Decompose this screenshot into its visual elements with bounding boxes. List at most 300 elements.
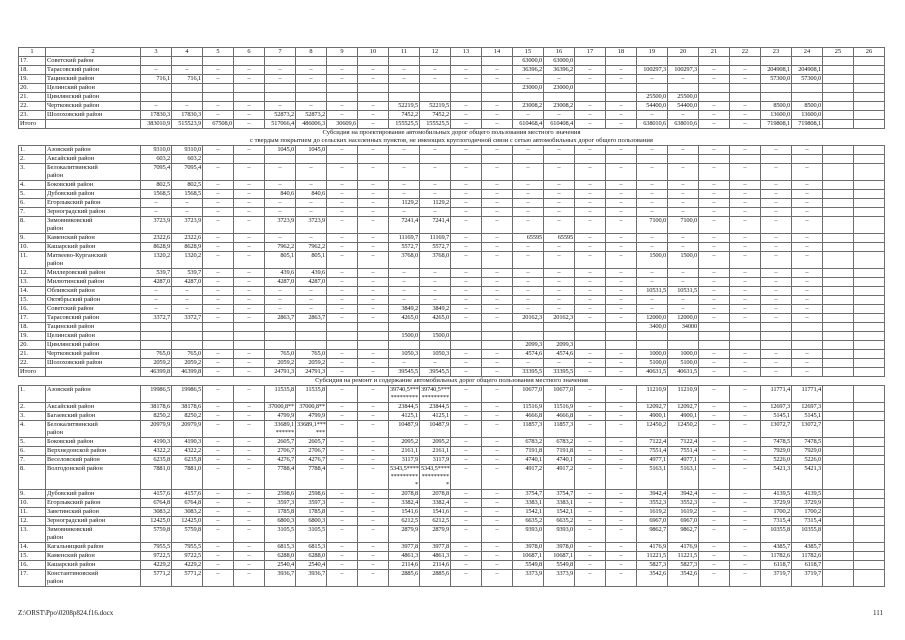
table-cell: – [730, 386, 761, 403]
table-cell [234, 341, 265, 350]
table-cell: – [203, 278, 234, 287]
table-cell: – [606, 526, 637, 543]
table-cell [854, 234, 885, 243]
table-cell: 4157,6 [141, 490, 172, 499]
table-cell: – [730, 368, 761, 377]
table-cell: 4276,7 [265, 456, 296, 465]
table-cell: – [544, 287, 575, 296]
table-cell: – [668, 208, 699, 217]
table-cell [854, 421, 885, 438]
table-cell: – [234, 526, 265, 543]
table-cell: – [792, 146, 823, 155]
row-number: 8. [19, 465, 46, 490]
district-name: Каменский район [46, 234, 141, 243]
table-cell [296, 93, 327, 102]
table-cell: – [203, 314, 234, 323]
table-cell: 6235,8 [141, 456, 172, 465]
table-cell: 52873,2 [265, 111, 296, 120]
table-cell: 4139,5 [792, 490, 823, 499]
column-number: 1 [19, 48, 46, 57]
table-cell: – [203, 217, 234, 234]
table-cell: 805,1 [296, 252, 327, 269]
table-cell: – [203, 305, 234, 314]
table-cell: 6118,7 [761, 561, 792, 570]
table-cell: – [668, 181, 699, 190]
table-cell: 1542,1 [544, 508, 575, 517]
table-cell [792, 332, 823, 341]
table-cell [823, 323, 854, 332]
table-row [19, 146, 885, 155]
table-cell: – [544, 278, 575, 287]
table-cell: 13600,0 [761, 111, 792, 120]
table-cell [296, 155, 327, 164]
table-cell: 3372,7 [141, 314, 172, 323]
table-cell: – [575, 350, 606, 359]
table-cell: – [327, 359, 358, 368]
table-cell [544, 93, 575, 102]
row-number: 3. [19, 412, 46, 421]
table-cell: – [730, 269, 761, 278]
table-cell: 38178,6 [141, 403, 172, 412]
table-cell: 4574,6 [513, 350, 544, 359]
table-cell: – [606, 305, 637, 314]
table-cell: – [482, 243, 513, 252]
table-cell: 7478,5 [761, 438, 792, 447]
table-cell [854, 403, 885, 412]
table-cell: – [327, 252, 358, 269]
table-cell: – [296, 208, 327, 217]
table-cell: – [420, 287, 451, 296]
table-cell: 4139,5 [761, 490, 792, 499]
table-cell: 6800,3 [265, 517, 296, 526]
table-cell: 3754,7 [544, 490, 575, 499]
table-cell: – [513, 287, 544, 296]
district-name: Зимовниковский район [46, 217, 141, 234]
table-cell: – [420, 359, 451, 368]
table-cell: – [358, 438, 389, 447]
table-cell: – [327, 199, 358, 208]
table-cell: – [730, 314, 761, 323]
table-cell: – [730, 111, 761, 120]
table-cell [668, 341, 699, 350]
table-cell: 8500,0 [792, 102, 823, 111]
table-cell [606, 341, 637, 350]
table-cell: 12697,3 [761, 403, 792, 412]
table-cell [575, 341, 606, 350]
table-cell: – [761, 252, 792, 269]
table-cell: 12425,0 [172, 517, 203, 526]
table-cell [854, 341, 885, 350]
table-cell: – [544, 252, 575, 269]
row-number: 4. [19, 181, 46, 190]
table-cell [854, 323, 885, 332]
table-cell: – [265, 287, 296, 296]
table-cell: – [234, 350, 265, 359]
table-cell: – [699, 552, 730, 561]
table-cell [823, 93, 854, 102]
table-cell [699, 93, 730, 102]
table-cell: – [420, 181, 451, 190]
table-cell: – [234, 359, 265, 368]
district-name: Миллеровский район [46, 269, 141, 278]
table-cell [854, 252, 885, 269]
table-cell: – [203, 359, 234, 368]
table-cell [854, 570, 885, 587]
table-cell: – [730, 350, 761, 359]
district-name [46, 368, 141, 377]
table-cell: – [606, 234, 637, 243]
table-cell: 39740,5*** ********* [421, 386, 450, 401]
table-cell [854, 412, 885, 421]
table-cell: – [420, 278, 451, 287]
table-cell: – [265, 199, 296, 208]
table-cell: – [575, 190, 606, 199]
table-cell: 100297,3 [668, 66, 699, 75]
table-cell [482, 84, 513, 93]
table-cell [823, 490, 854, 499]
table-cell: – [699, 296, 730, 305]
table-cell: 802,5 [141, 181, 172, 190]
table-cell: – [234, 66, 265, 75]
table-cell: – [761, 314, 792, 323]
table-cell: 4917,2 [513, 465, 544, 490]
table-cell: – [482, 570, 513, 587]
table-cell: – [482, 199, 513, 208]
table-cell: – [482, 181, 513, 190]
table-cell: 5827,3 [637, 561, 668, 570]
table-cell: – [482, 561, 513, 570]
table-cell [823, 499, 854, 508]
table-cell: – [327, 386, 358, 403]
table-cell: 9310,0 [141, 146, 172, 155]
district-name: Заветинский район [46, 508, 141, 517]
table-cell: 1700,2 [792, 508, 823, 517]
table-cell [854, 155, 885, 164]
table-cell [823, 102, 854, 111]
table-cell: – [761, 269, 792, 278]
table-cell: – [575, 552, 606, 561]
table-cell: – [761, 190, 792, 199]
table-cell: 7955,5 [141, 543, 172, 552]
row-number: 14. [19, 287, 46, 296]
table-cell: – [575, 508, 606, 517]
table-cell [513, 323, 544, 332]
table-cell: – [327, 66, 358, 75]
table-cell: – [513, 243, 544, 252]
table-cell: 11857,3 [544, 421, 575, 438]
table-cell [761, 332, 792, 341]
table-cell: 719808,1 [761, 120, 792, 129]
table-cell [296, 84, 327, 93]
row-number: 9. [19, 490, 46, 499]
table-cell: – [730, 570, 761, 587]
table-cell: 4322,2 [141, 447, 172, 456]
table-cell: – [761, 287, 792, 296]
table-cell: – [606, 146, 637, 155]
table-cell: – [699, 438, 730, 447]
table-cell: – [451, 447, 482, 456]
table-row [19, 465, 885, 490]
district-name: Боковский район [46, 181, 141, 190]
table-cell: – [203, 190, 234, 199]
table-cell: – [761, 359, 792, 368]
table-cell: – [699, 252, 730, 269]
table-cell: 3083,2 [141, 508, 172, 517]
table-cell: – [637, 199, 668, 208]
table-cell: – [761, 368, 792, 377]
table-cell [668, 332, 699, 341]
district-name: Обливский район [46, 287, 141, 296]
table-cell: 5771,2 [141, 570, 172, 587]
table-cell: – [203, 386, 234, 403]
table-cell: – [761, 164, 792, 181]
table-cell: – [575, 412, 606, 421]
table-cell: – [234, 243, 265, 252]
table-cell: – [730, 102, 761, 111]
table-cell: 1619,2 [637, 508, 668, 517]
table-cell [854, 66, 885, 75]
table-cell [265, 155, 296, 164]
table-cell [575, 84, 606, 93]
table-cell: 1785,8 [265, 508, 296, 517]
table-cell: 3729,9 [761, 499, 792, 508]
row-number: 7. [19, 208, 46, 217]
table-cell: 5163,1 [637, 465, 668, 490]
table-cell: 7122,4 [668, 438, 699, 447]
table-cell: 5226,0 [792, 456, 823, 465]
table-cell: – [575, 296, 606, 305]
table-cell: – [327, 111, 358, 120]
table-cell: – [358, 102, 389, 111]
table-cell: – [668, 111, 699, 120]
table-cell: – [265, 75, 296, 84]
table-cell: 716,1 [172, 75, 203, 84]
column-number: 5 [203, 48, 234, 57]
table-cell [203, 57, 234, 66]
table-cell: 2879,9 [420, 526, 451, 543]
table-cell: – [234, 296, 265, 305]
table-cell: – [234, 208, 265, 217]
table-cell [854, 561, 885, 570]
table-cell: 33395,5 [513, 368, 544, 377]
table-cell: – [234, 190, 265, 199]
table-cell: 10677,0 [513, 386, 544, 403]
table-cell: 2322,6 [141, 234, 172, 243]
table-cell: – [699, 66, 730, 75]
table-cell: 7241,4 [389, 217, 420, 234]
table-cell: – [606, 456, 637, 465]
table-cell: – [234, 386, 265, 403]
table-cell: 7122,4 [637, 438, 668, 447]
row-number: 1. [19, 146, 46, 155]
table-cell: – [482, 447, 513, 456]
table-cell: – [451, 252, 482, 269]
column-number-row [19, 48, 885, 57]
table-cell: – [451, 190, 482, 199]
table-cell: 13600,0 [792, 111, 823, 120]
table-cell: – [234, 561, 265, 570]
table-cell: – [606, 570, 637, 587]
table-cell [668, 57, 699, 66]
table-cell [699, 57, 730, 66]
table-cell: 25500,0 [668, 93, 699, 102]
table-cell: 4287,0 [296, 278, 327, 287]
table-cell: – [699, 526, 730, 543]
table-cell: – [234, 403, 265, 412]
table-cell [823, 332, 854, 341]
row-number: 10. [19, 499, 46, 508]
district-name: Кашарский район [46, 243, 141, 252]
table-row [19, 403, 885, 412]
district-name: Шолоховский район [46, 359, 141, 368]
table-cell: – [358, 499, 389, 508]
table-cell: 1045,0 [296, 146, 327, 155]
table-cell: – [699, 217, 730, 234]
table-cell: – [730, 217, 761, 234]
table-cell: – [203, 368, 234, 377]
table-cell: 3105,5 [265, 526, 296, 543]
table-cell: – [606, 208, 637, 217]
table-cell: 3723,9 [172, 217, 203, 234]
table-cell: 10687,1 [544, 552, 575, 561]
table-cell: – [234, 368, 265, 377]
table-cell: 719808,1 [792, 120, 823, 129]
table-cell [141, 57, 172, 66]
table-cell: – [327, 314, 358, 323]
table-cell [296, 332, 327, 341]
row-number: 8. [19, 217, 46, 234]
table-cell: 5572,7 [389, 243, 420, 252]
table-cell: 3597,3 [265, 499, 296, 508]
table-cell: 2598,6 [296, 490, 327, 499]
table-cell [358, 332, 389, 341]
table-cell: – [792, 208, 823, 217]
table-cell: 840,6 [296, 190, 327, 199]
table-cell: 10487,9 [389, 421, 420, 438]
table-cell: – [606, 199, 637, 208]
table-cell [482, 57, 513, 66]
table-cell: – [730, 287, 761, 296]
table-cell: – [513, 199, 544, 208]
table-cell: – [699, 120, 730, 129]
table-cell: – [234, 181, 265, 190]
table-cell: 4190,3 [141, 438, 172, 447]
table-cell: – [699, 190, 730, 199]
table-cell: 9393,0 [544, 526, 575, 543]
table-cell: – [575, 403, 606, 412]
table-cell: 1050,3 [389, 350, 420, 359]
table-row [19, 199, 885, 208]
table-cell: – [606, 314, 637, 323]
table-cell: – [358, 278, 389, 287]
table-cell: – [203, 75, 234, 84]
table-cell: – [730, 526, 761, 543]
table-cell: 8250,2 [141, 412, 172, 421]
table-cell: 6815,3 [296, 543, 327, 552]
district-name: Верхнедонской район [46, 447, 141, 456]
table-cell: – [482, 438, 513, 447]
table-cell: – [358, 517, 389, 526]
table-cell [420, 93, 451, 102]
column-number: 14 [482, 48, 513, 57]
table-cell: – [358, 190, 389, 199]
table-cell: – [327, 287, 358, 296]
table-cell: – [234, 252, 265, 269]
table-cell: 5827,3 [668, 561, 699, 570]
table-cell: 439,6 [265, 269, 296, 278]
table-cell: 4799,9 [265, 412, 296, 421]
table-cell: – [234, 287, 265, 296]
table-cell: 2078,8 [389, 490, 420, 499]
table-cell [389, 341, 420, 350]
row-number: 15. [19, 552, 46, 561]
table-cell: 4861,3 [389, 552, 420, 561]
row-number: 20. [19, 341, 46, 350]
table-cell: 37000,8** [296, 403, 327, 412]
table-cell: 4977,1 [668, 456, 699, 465]
table-cell: 539,7 [172, 269, 203, 278]
table-cell [265, 84, 296, 93]
table-cell: – [606, 190, 637, 199]
table-cell [699, 84, 730, 93]
table-cell: 8628,9 [172, 243, 203, 252]
table-cell: 13072,7 [761, 421, 792, 438]
table-cell: – [606, 412, 637, 421]
table-cell [823, 181, 854, 190]
row-number: 6. [19, 447, 46, 456]
table-cell: 2863,7 [265, 314, 296, 323]
table-cell: – [296, 199, 327, 208]
table-cell [854, 526, 885, 543]
table-cell: – [451, 111, 482, 120]
table-cell: – [234, 570, 265, 587]
table-cell: – [761, 350, 792, 359]
column-number: 12 [420, 48, 451, 57]
table-row [19, 296, 885, 305]
table-cell: – [606, 217, 637, 234]
table-row [19, 447, 885, 456]
table-cell: – [203, 465, 234, 490]
table-cell [854, 368, 885, 377]
table-cell [792, 93, 823, 102]
table-cell: 13072,7 [792, 421, 823, 438]
table-cell: – [575, 278, 606, 287]
table-cell: – [234, 146, 265, 155]
table-cell: 2059,2 [265, 359, 296, 368]
table-cell: 805,1 [265, 252, 296, 269]
table-cell: 4385,7 [761, 543, 792, 552]
table-cell [482, 341, 513, 350]
table-cell: – [482, 456, 513, 465]
table-cell: – [203, 234, 234, 243]
table-cell [389, 93, 420, 102]
table-cell: – [575, 146, 606, 155]
table-cell: – [575, 570, 606, 587]
table-row [19, 341, 885, 350]
table-cell: – [451, 368, 482, 377]
table-cell [668, 155, 699, 164]
table-cell: 11782,6 [792, 552, 823, 561]
column-number: 4 [172, 48, 203, 57]
table-cell [420, 84, 451, 93]
district-name: Цимлянский район [46, 93, 141, 102]
table-cell: – [637, 190, 668, 199]
table-row [19, 102, 885, 111]
table-cell: – [637, 181, 668, 190]
table-cell: – [699, 287, 730, 296]
table-cell: 5421,3 [761, 465, 792, 490]
table-cell: – [637, 146, 668, 155]
